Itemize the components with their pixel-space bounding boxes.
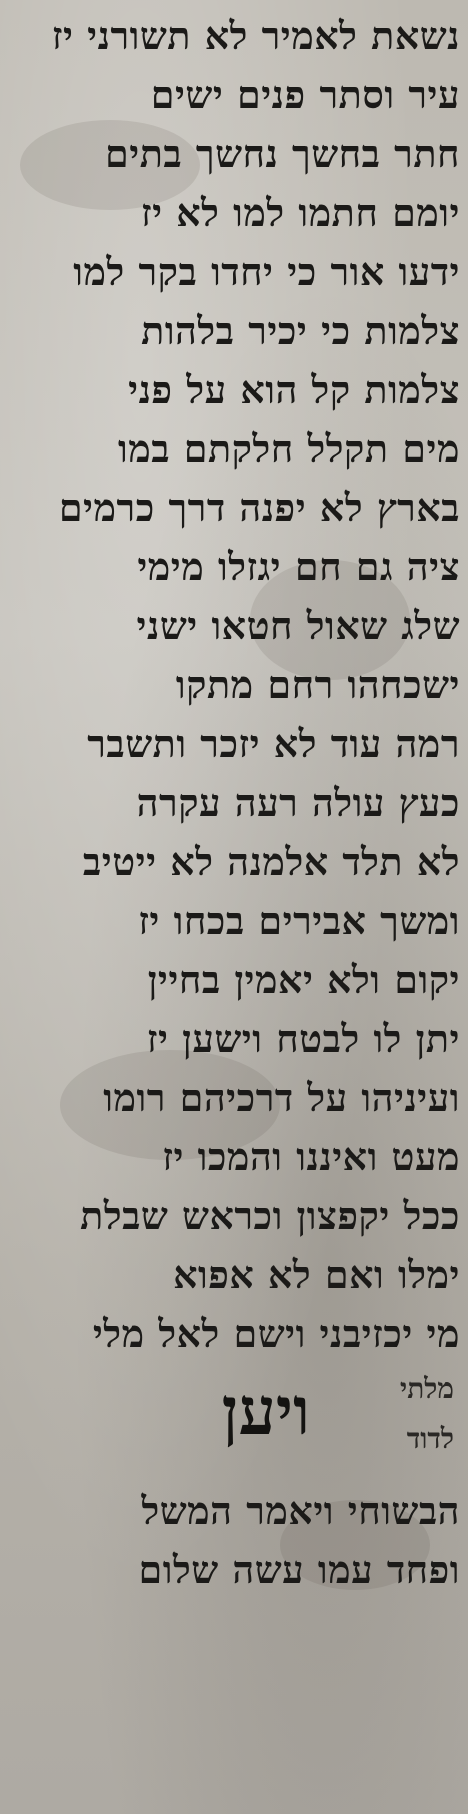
text-line: ידעו אור כי יחדו בקר למו <box>73 249 460 294</box>
text-line: שלג שאול חטאו ישני <box>136 603 460 648</box>
section-heading: ויען <box>221 1372 310 1450</box>
text-line: מים תקלל חלקתם במו <box>117 426 460 471</box>
text-line: יומם חתמו למו לא יז <box>140 190 460 235</box>
margin-note: מלתי <box>399 1372 454 1405</box>
text-line: עיר וסתר פנים ישים <box>150 72 460 117</box>
text-line: בארץ לא יפנה דרך כרמים <box>58 485 460 530</box>
text-line: מי יכזיבני וישם לאל מלי <box>92 1311 460 1356</box>
text-line: ככל יקפצון וכראש שבלת <box>80 1193 460 1238</box>
text-line: כעץ עולה רעה עקרה <box>136 780 460 825</box>
text-line: ומשך אבירים בכחו יז <box>138 898 460 943</box>
text-line: לא תלד אלמנה לא ייטיב <box>82 839 460 884</box>
text-line: ופחד עמו עשה שלום <box>138 1547 460 1592</box>
text-column <box>12 6 460 1599</box>
text-line: ימלו ואם לא אפוא <box>173 1252 460 1297</box>
text-line: מעט ואיננו והמכו יז <box>162 1134 460 1179</box>
text-line: נשאת לאמיר לא תשורני יז <box>51 13 460 58</box>
text-line: ועיניהו על דרכיהם רומו <box>103 1075 460 1120</box>
text-line: ציה גם חם יגזלו מימי <box>137 544 460 589</box>
text-line: יתן לו לבטח וישען יז <box>146 1016 460 1061</box>
text-line: ישכחהו רחם מתקו <box>175 662 460 707</box>
text-line: צלמות קל הוא על פני <box>128 367 460 412</box>
text-line: צלמות כי יכיר בלהות <box>141 308 460 353</box>
margin-note: לדוד <box>406 1422 454 1455</box>
text-line: רמה עוד לא יזכר ותשבר <box>87 721 460 766</box>
text-line: הבשוחי ויאמר המשל <box>141 1488 460 1533</box>
text-line: חתר בחשך נחשך בתים <box>105 131 460 176</box>
text-line: יקום ולא יאמין בחיין <box>147 957 460 1002</box>
section-heading-row <box>12 1363 460 1481</box>
